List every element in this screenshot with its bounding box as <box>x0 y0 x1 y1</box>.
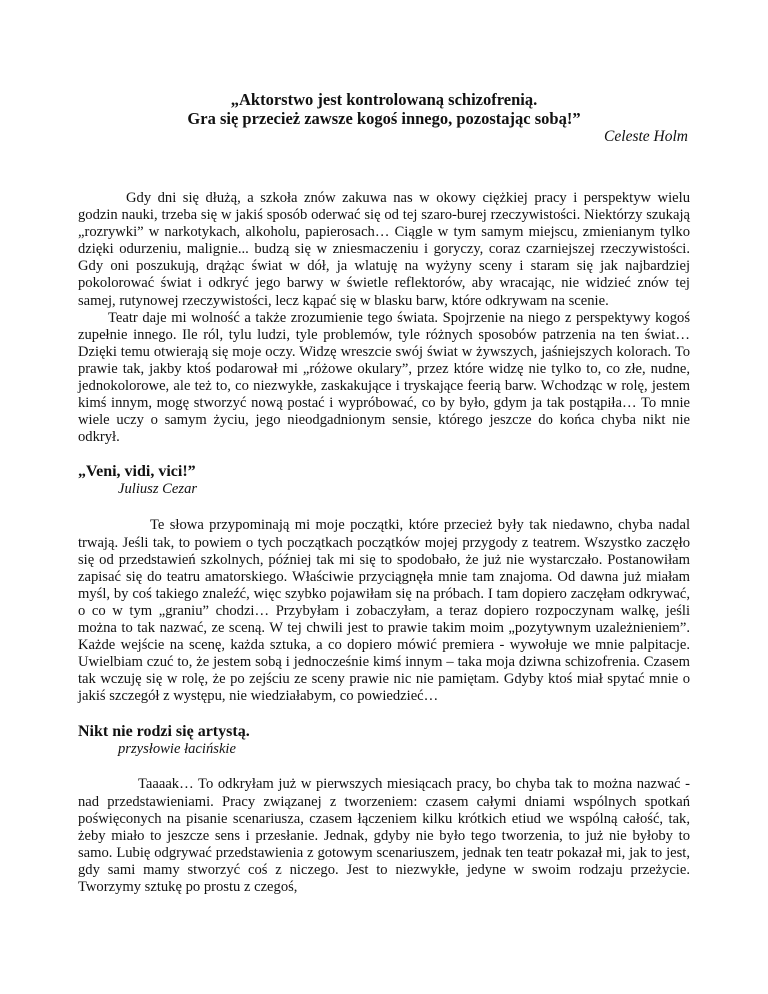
section-nikt-nie-rodzi-sie-artysta <box>78 722 690 896</box>
intro-paragraph-2: Teatr daje mi wolność a także zrozumienie tego świata. Spojrzenie na niego z perspektywy kogoś zupełnie innego. Ile ról, tylu ludzi, tyle problemów, tyle różnych sposobów patrzenia na ten świat… Dzięki temu otwierają się moje oczy. Widzę wreszcie swój świat w żywszych, jaśniejszych kolorach. To prawie tak, jakby ktoś podarował mi „różowe okulary”, przez które widzę nie tylko to, co złe, nudne, jednokolorowe, ale też to, co niezwykłe, zaskakujące i tryskające feerią barw. Wchodząc w rolę, jestem kimś innym, mogę stworzyć nową postać i wypróbować, co by było, gdym ja tak postąpiła… To mnie wiele uczy o samym życiu, jego nieodgadnionym sensie, którego jeszcze do końca chyba nikt nie odkrył. <box>78 309 690 446</box>
section-2-heading: Nikt nie rodzi się artystą. <box>78 723 250 741</box>
epigraph-quote <box>78 90 690 128</box>
section-1-paragraph: Te słowa przypominają mi moje początki, które przecież były tak niedawno, chyba nadal trwają. Jeśli tak, to powiem o tych początkach początków mojej przygody z teatrem. Wszystko zaczęło się od przedstawień szkolnych, później tak mi się to spodobało, że już nie wystarczało. Postanowiłam zapisać się do teatru amatorskiego. Właściwie przyciągnęła mnie tam znajoma. Od dawna już miałam myśl, by coś takiego znaleźć, więc szybko pojawiłam się na próbach. I tam dopiero zaczęłam odkrywać, o co w tym „graniu” chodzi… Przybyłam i zobaczyłam, a teraz dopiero rozpoczynam walkę, jeśli można to tak nazwać, ze sceną. W tej chwili jest to prawie takim moim „pozytywnym uzależnieniem”. Każde wejście na scenę, każda sztuka, a co dopiero mówić premiera - wywołuje we mnie palpitacje. Uwielbiam czuć to, że jestem sobą i jednocześnie kimś innym – taka moja dziwna schizofrenia. Czasem tak wczuję się w rolę, że po zejściu ze sceny prawie nic nie pamiętam. Gdyby ktoś miał spytać mnie o jakiś szczegół z występu, nie wiedziałabym, co powiedzieć… <box>78 517 690 705</box>
epigraph-line-1: „Aktorstwo jest kontrolowaną schizofrenią. <box>230 90 538 109</box>
document-page <box>78 0 690 896</box>
section-2-paragraph: Taaaak… To odkryłam już w pierwszych miesiącach pracy, bo chyba tak to można nazwać - nad przedstawieniami. Pracy związanej z tworzeniem: czasem całymi dniami wspólnych spotkań poświęconych na pisanie scenariusza, czasem łączeniem kilku krótkich etiud we wspólną całość, tak, żeby miało to jeszcze sens i przesłanie. Jednak, gdyby nie było tego tworzenia, to już nie byłoby to samo. Lubię odgrywać przedstawienia z gotowym scenariuszem, jednak ten teatr pokazał mi, jak to jest, gdy sami mamy stworzyć coś z niczego. Jest to niezwykłe, jedyne w swoim rodzaju przeżycie. Tworzymy sztukę po prostu z czegoś, <box>78 776 690 895</box>
epigraph-author: Celeste Holm <box>604 128 688 145</box>
intro-section <box>78 190 690 446</box>
section-2-source: przysłowie łacińskie <box>118 741 236 758</box>
epigraph-line-2: Gra się przecież zawsze kogoś innego, pozostając sobą!” <box>187 109 581 128</box>
section-1-source: Juliusz Cezar <box>118 481 198 498</box>
section-1-heading: „Veni, vidi, vici!” <box>78 463 196 481</box>
section-veni-vidi-vici <box>78 462 690 705</box>
intro-paragraph-1: Gdy dni się dłużą, a szkoła znów zakuwa nas w okowy ciężkiej pracy i perspektyw wielu godzin nauki, trzeba się w jakiś sposób oderwać się od tej szaro-burej rzeczywistości. Niektórzy szukają „rozrywki” w narkotykach, alkoholu, papierosach… Ciągle w tym samym miejscu, zmienianym tylko dzięki odurzeniu, malignie... budzą się w zniesmaczeniu i goryczy, coraz czarniejszej rzeczywistości. Gdy oni poszukują, drążąc świat w dół, ja wlatuję na wyżyny sceny i staram się jak najbardziej pokolorować świat i odkryć jego barwy w świetle reflektorów, aby wracając, nie widzieć znów tej samej, rutynowej rzeczywistości, lecz kąpać się w blasku barw, które odkrywam na scenie. <box>78 190 690 309</box>
